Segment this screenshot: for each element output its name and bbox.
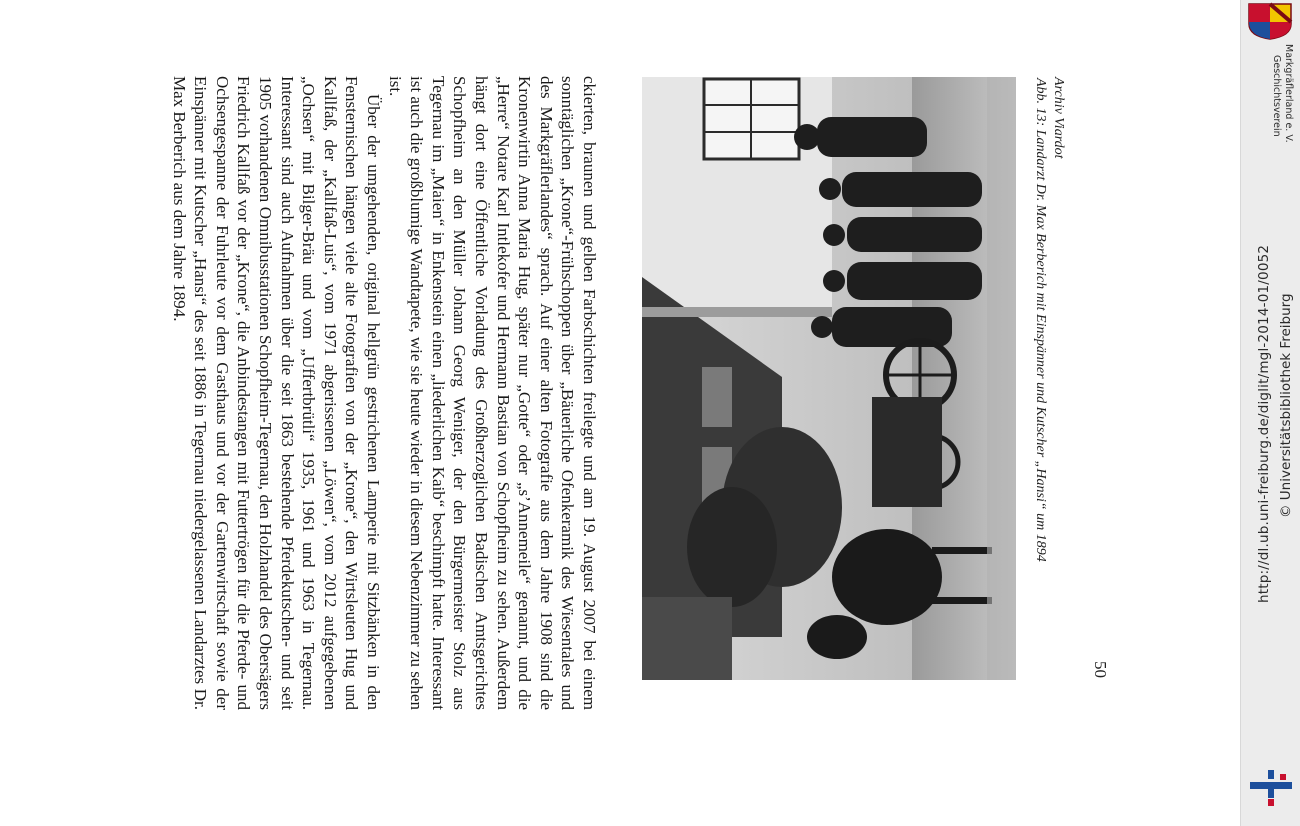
photo-illustration (642, 77, 1016, 680)
paragraph-1: ckierten, braunen und gelben Farbschichten freilegte und am 19. August 2007 bei einem sonntäglichen „Krone“-Frühschoppen über „Bäuerliche Ofenkeramik des Wiesentales und des Markgräflerlandes“ sprach. Auf einer alten Fotografie aus dem Jahre 1908 sind die Kronenwirtin Anna Maria Hug, später nur „Gotte“ oder „s’Annemeile“ genannt, und die „Herre“ Notare Karl Intlekofer und Hermann Bastian von Schopfheim zu sehen. Außerdem hängt dort eine Öffentliche Vorladung des Großherzoglichen Badischen Amtsgerichtes Schopfheim an den Müller Johann Georg Weniger, der den Bürgermeister Stolz aus Tegernau im „Maien“ in Enkenstein einen „liederlichen Kaib“ beschimpft hatte. Interessant ist auch die großblumige Wandtapete, wie sie heute wieder in diesem Nebenzimmer zu sehen ist. (385, 76, 599, 710)
paragraph-2: Über der umgehenden, original hellgrün gestrichenen Lamperie mit Sitzbänken in den Fensternischen hängen viele alte Fotografien von der „Krone“, den Wirtsleuten Hug und Kallfaß, der „Kallfaß-Luis“, vom 1971 abgerissenen „Löwen“, vom 2012 aufgegebenen „Ochsen“ mit Bilger-Bräu und vom „Uffertbrütli“ 1935, 1961 und 1963 in Tegernau. Interessant sind auch Aufnahmen über die seit 1863 bestehende Pferdekutschen- und seit 1905 vorhandenen Omnibusstationen Schopfheim-Tegernau, den Holzhandel des Obersägers Friedrich Kallfaß vor der „Krone“, die Anbindestangen mit Futtertrögen für die Pferde- und Ochsengespanne der Fuhrleute vor dem Gasthaus und vor der Gartenwirtschaft sowie der Einspänner mit Kutscher „Hansi“ des seit 1886 in Tegernau niedergelassenen Landarztes Dr. Max Berberich aus dem Jahre 1894. (169, 76, 384, 710)
university-library-logo-icon (1250, 770, 1292, 806)
crest-icon (1247, 2, 1293, 40)
figure-caption: Abb. 13: Landarzt Dr. Max Berberich mit Einspänner und Kutscher „Hansi“ um 1894 (1033, 78, 1048, 562)
text-column (168, 76, 600, 710)
historic-photograph (642, 77, 1016, 680)
society-line-1: Geschichtsverein (1271, 55, 1282, 137)
copyright-notice: © Universitätsbibliothek Freiburg (1278, 293, 1294, 518)
document-url[interactable]: http://dl.ub.uni-freiburg.de/diglit/mgl-2014-01/0052 (1256, 244, 1272, 603)
figure-credit: Archiv Viardot (1051, 77, 1066, 159)
society-line-2: Markgräflerland e. V. (1283, 44, 1294, 143)
page-number: 50 (1091, 661, 1110, 678)
